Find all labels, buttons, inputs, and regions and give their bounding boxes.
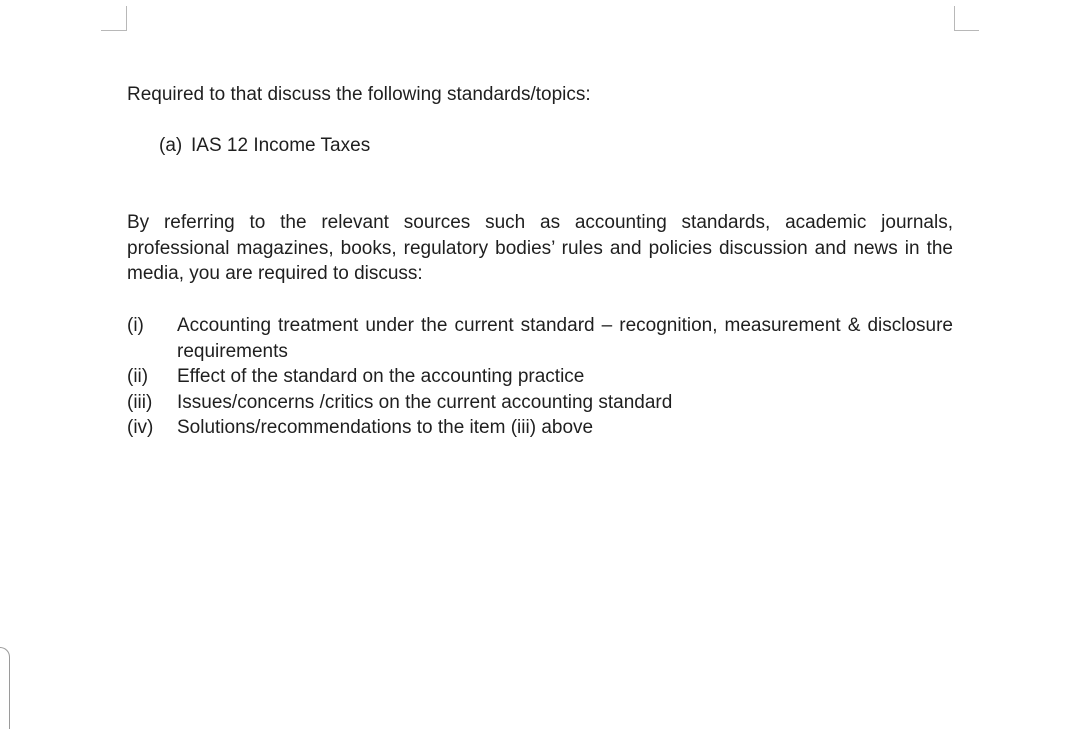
crop-mark-top-right bbox=[954, 6, 979, 31]
list-item-number: (i) bbox=[127, 315, 144, 336]
topic-item bbox=[159, 133, 370, 159]
list-item bbox=[127, 364, 953, 390]
list-item bbox=[127, 415, 953, 441]
list-item-number: (iv) bbox=[127, 417, 154, 438]
list-item bbox=[127, 313, 953, 364]
crop-mark-top-left bbox=[101, 6, 127, 31]
list-item bbox=[127, 390, 953, 416]
intro-text: Required to that discuss the following standards/topics: bbox=[127, 84, 591, 105]
topic-label: IAS 12 Income Taxes bbox=[191, 135, 371, 156]
instruction-paragraph: By referring to the relevant sources such as accounting standards, academic journals, professional magazines, books, regulatory bodies’ rules and policies discussion and news in the media, you are required to discuss: bbox=[127, 212, 953, 284]
discussion-list bbox=[127, 313, 953, 441]
list-item-text: Solutions/recommendations to the item (iii) above bbox=[177, 417, 594, 438]
list-item-number: (ii) bbox=[127, 366, 149, 387]
topic-marker: (a) bbox=[159, 135, 183, 156]
page-edge-curve bbox=[0, 647, 10, 729]
list-item-text: Issues/concerns /critics on the current accounting standard bbox=[177, 391, 673, 413]
list-item-text: Effect of the standard on the accounting practice bbox=[177, 366, 585, 387]
list-item-text: Accounting treatment under the current standard – recognition, measurement & disclosure requirements bbox=[177, 315, 953, 362]
list-item-number: (iii) bbox=[127, 391, 153, 413]
